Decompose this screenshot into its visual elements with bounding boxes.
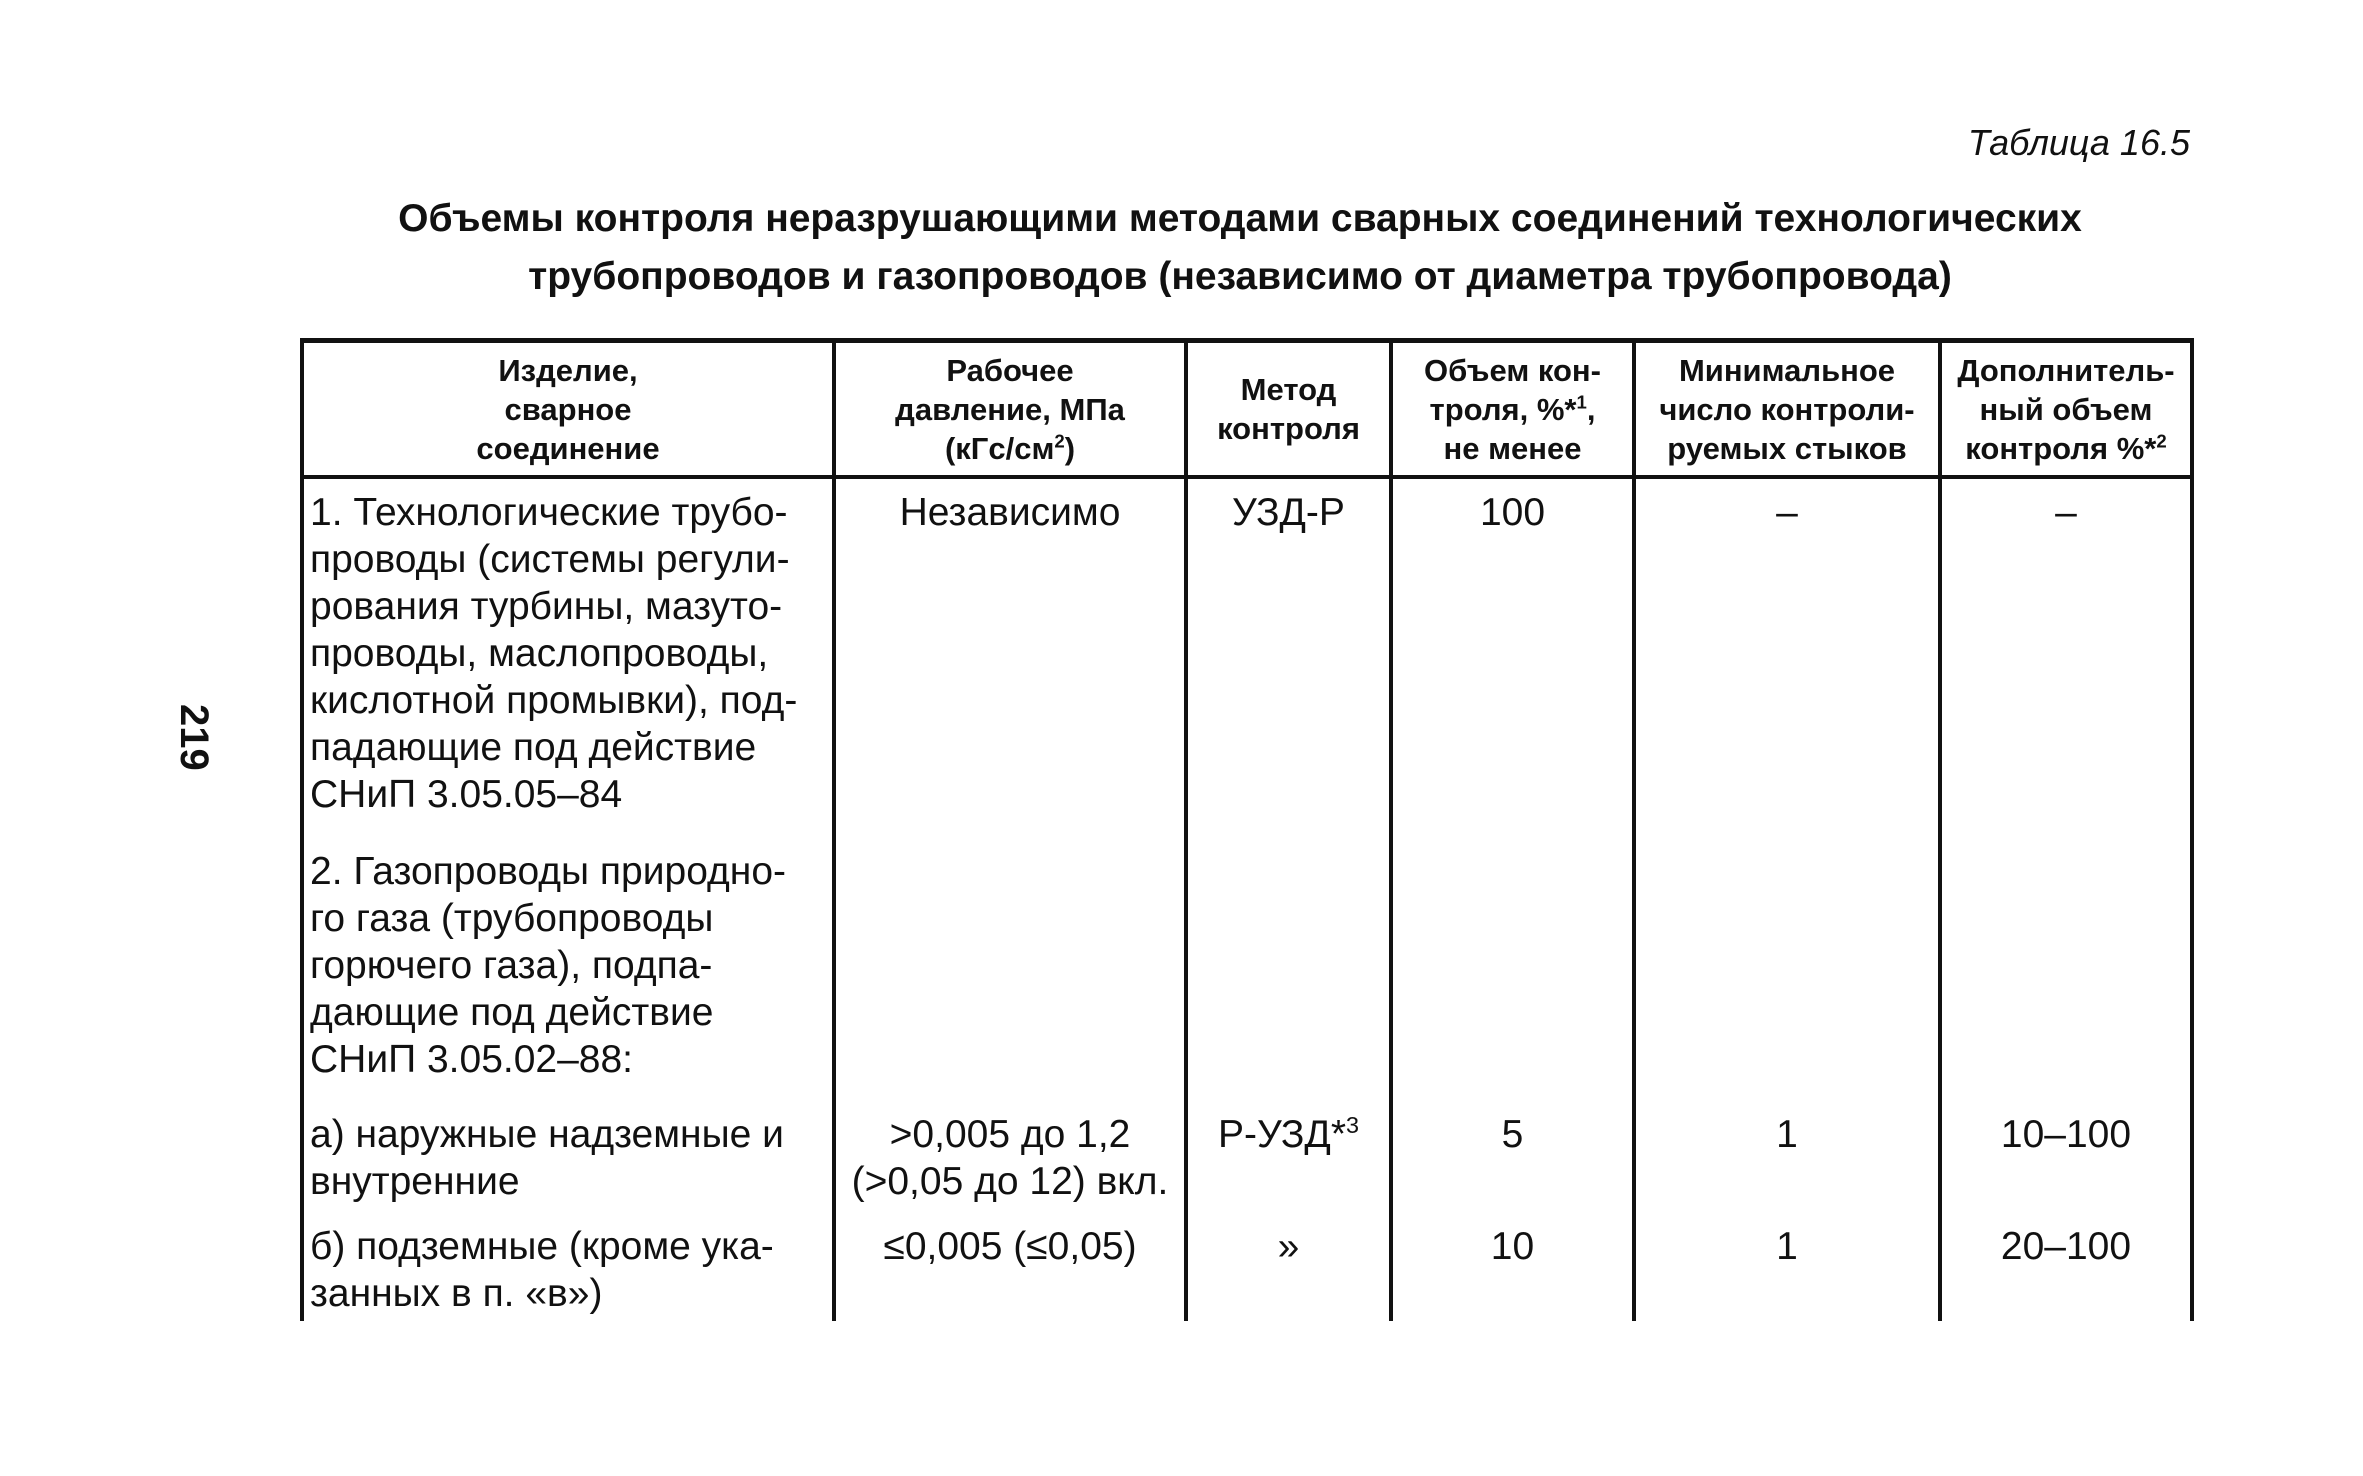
cell-volume: 10 bbox=[1391, 1209, 1634, 1321]
title-line-1: Объемы контроля неразрушающими методами сварных соединений технологических bbox=[398, 197, 2082, 240]
table-title bbox=[300, 190, 2180, 306]
cell-pressure: >0,005 до 1,2 (>0,05 до 12) вкл. bbox=[834, 1091, 1186, 1209]
cell-volume bbox=[1391, 830, 1634, 1092]
column-header-min-joints: Минимальное число контроли- руемых стыков bbox=[1634, 341, 1940, 478]
cell-min-joints: 1 bbox=[1634, 1209, 1940, 1321]
table-row bbox=[302, 1209, 2192, 1321]
page-number: 219 bbox=[172, 704, 216, 771]
cell-additional: – bbox=[1940, 477, 2192, 830]
cell-additional: 10–100 bbox=[1940, 1091, 2192, 1209]
column-header-volume: Объем кон- троля, %*$^1$, не менее bbox=[1391, 341, 1634, 478]
title-line-2: трубопроводов и газопроводов (независимо от диаметра трубопровода) bbox=[528, 255, 1952, 298]
table-row bbox=[302, 1091, 2192, 1209]
cell-volume: 100 bbox=[1391, 477, 1634, 830]
column-header-item: Изделие, сварное соединение bbox=[302, 341, 834, 478]
cell-method bbox=[1186, 830, 1391, 1092]
cell-additional bbox=[1940, 830, 2192, 1092]
cell-min-joints: 1 bbox=[1634, 1091, 1940, 1209]
table-label: Таблица 16.5 bbox=[1967, 122, 2190, 163]
column-header-additional: Дополнитель- ный объем контроля %*$^2$ bbox=[1940, 341, 2192, 478]
column-header-method: Метод контроля bbox=[1186, 341, 1391, 478]
cell-item: 1. Технологические трубо- проводы (системы регули- рования турбины, мазуто- проводы, маслопроводы, кислотной промывки), под- падающие под действие СНиП 3.05.05–84 bbox=[302, 477, 834, 830]
cell-min-joints bbox=[1634, 830, 1940, 1092]
cell-pressure: ≤0,005 (≤0,05) bbox=[834, 1209, 1186, 1321]
control-volume-table bbox=[300, 338, 2194, 1321]
cell-min-joints: – bbox=[1634, 477, 1940, 830]
cell-pressure: Независимо bbox=[834, 477, 1186, 830]
cell-method: УЗД-Р bbox=[1186, 477, 1391, 830]
cell-additional: 20–100 bbox=[1940, 1209, 2192, 1321]
cell-volume: 5 bbox=[1391, 1091, 1634, 1209]
cell-item: 2. Газопроводы природно- го газа (трубопроводы горючего газа), подпа- дающие под действие СНиП 3.05.02–88: bbox=[302, 830, 834, 1092]
cell-pressure bbox=[834, 830, 1186, 1092]
cell-method: » bbox=[1186, 1209, 1391, 1321]
cell-item: а) наружные надземные и внутренние bbox=[302, 1091, 834, 1209]
cell-method: Р-УЗД*$^3$ bbox=[1186, 1091, 1391, 1209]
table-row bbox=[302, 477, 2192, 830]
header-row bbox=[302, 341, 2192, 478]
column-header-pressure: Рабочее давление, МПа $(кГс/см^2)$ bbox=[834, 341, 1186, 478]
table-row bbox=[302, 830, 2192, 1092]
cell-item: б) подземные (кроме ука- занных в п. «в») bbox=[302, 1209, 834, 1321]
